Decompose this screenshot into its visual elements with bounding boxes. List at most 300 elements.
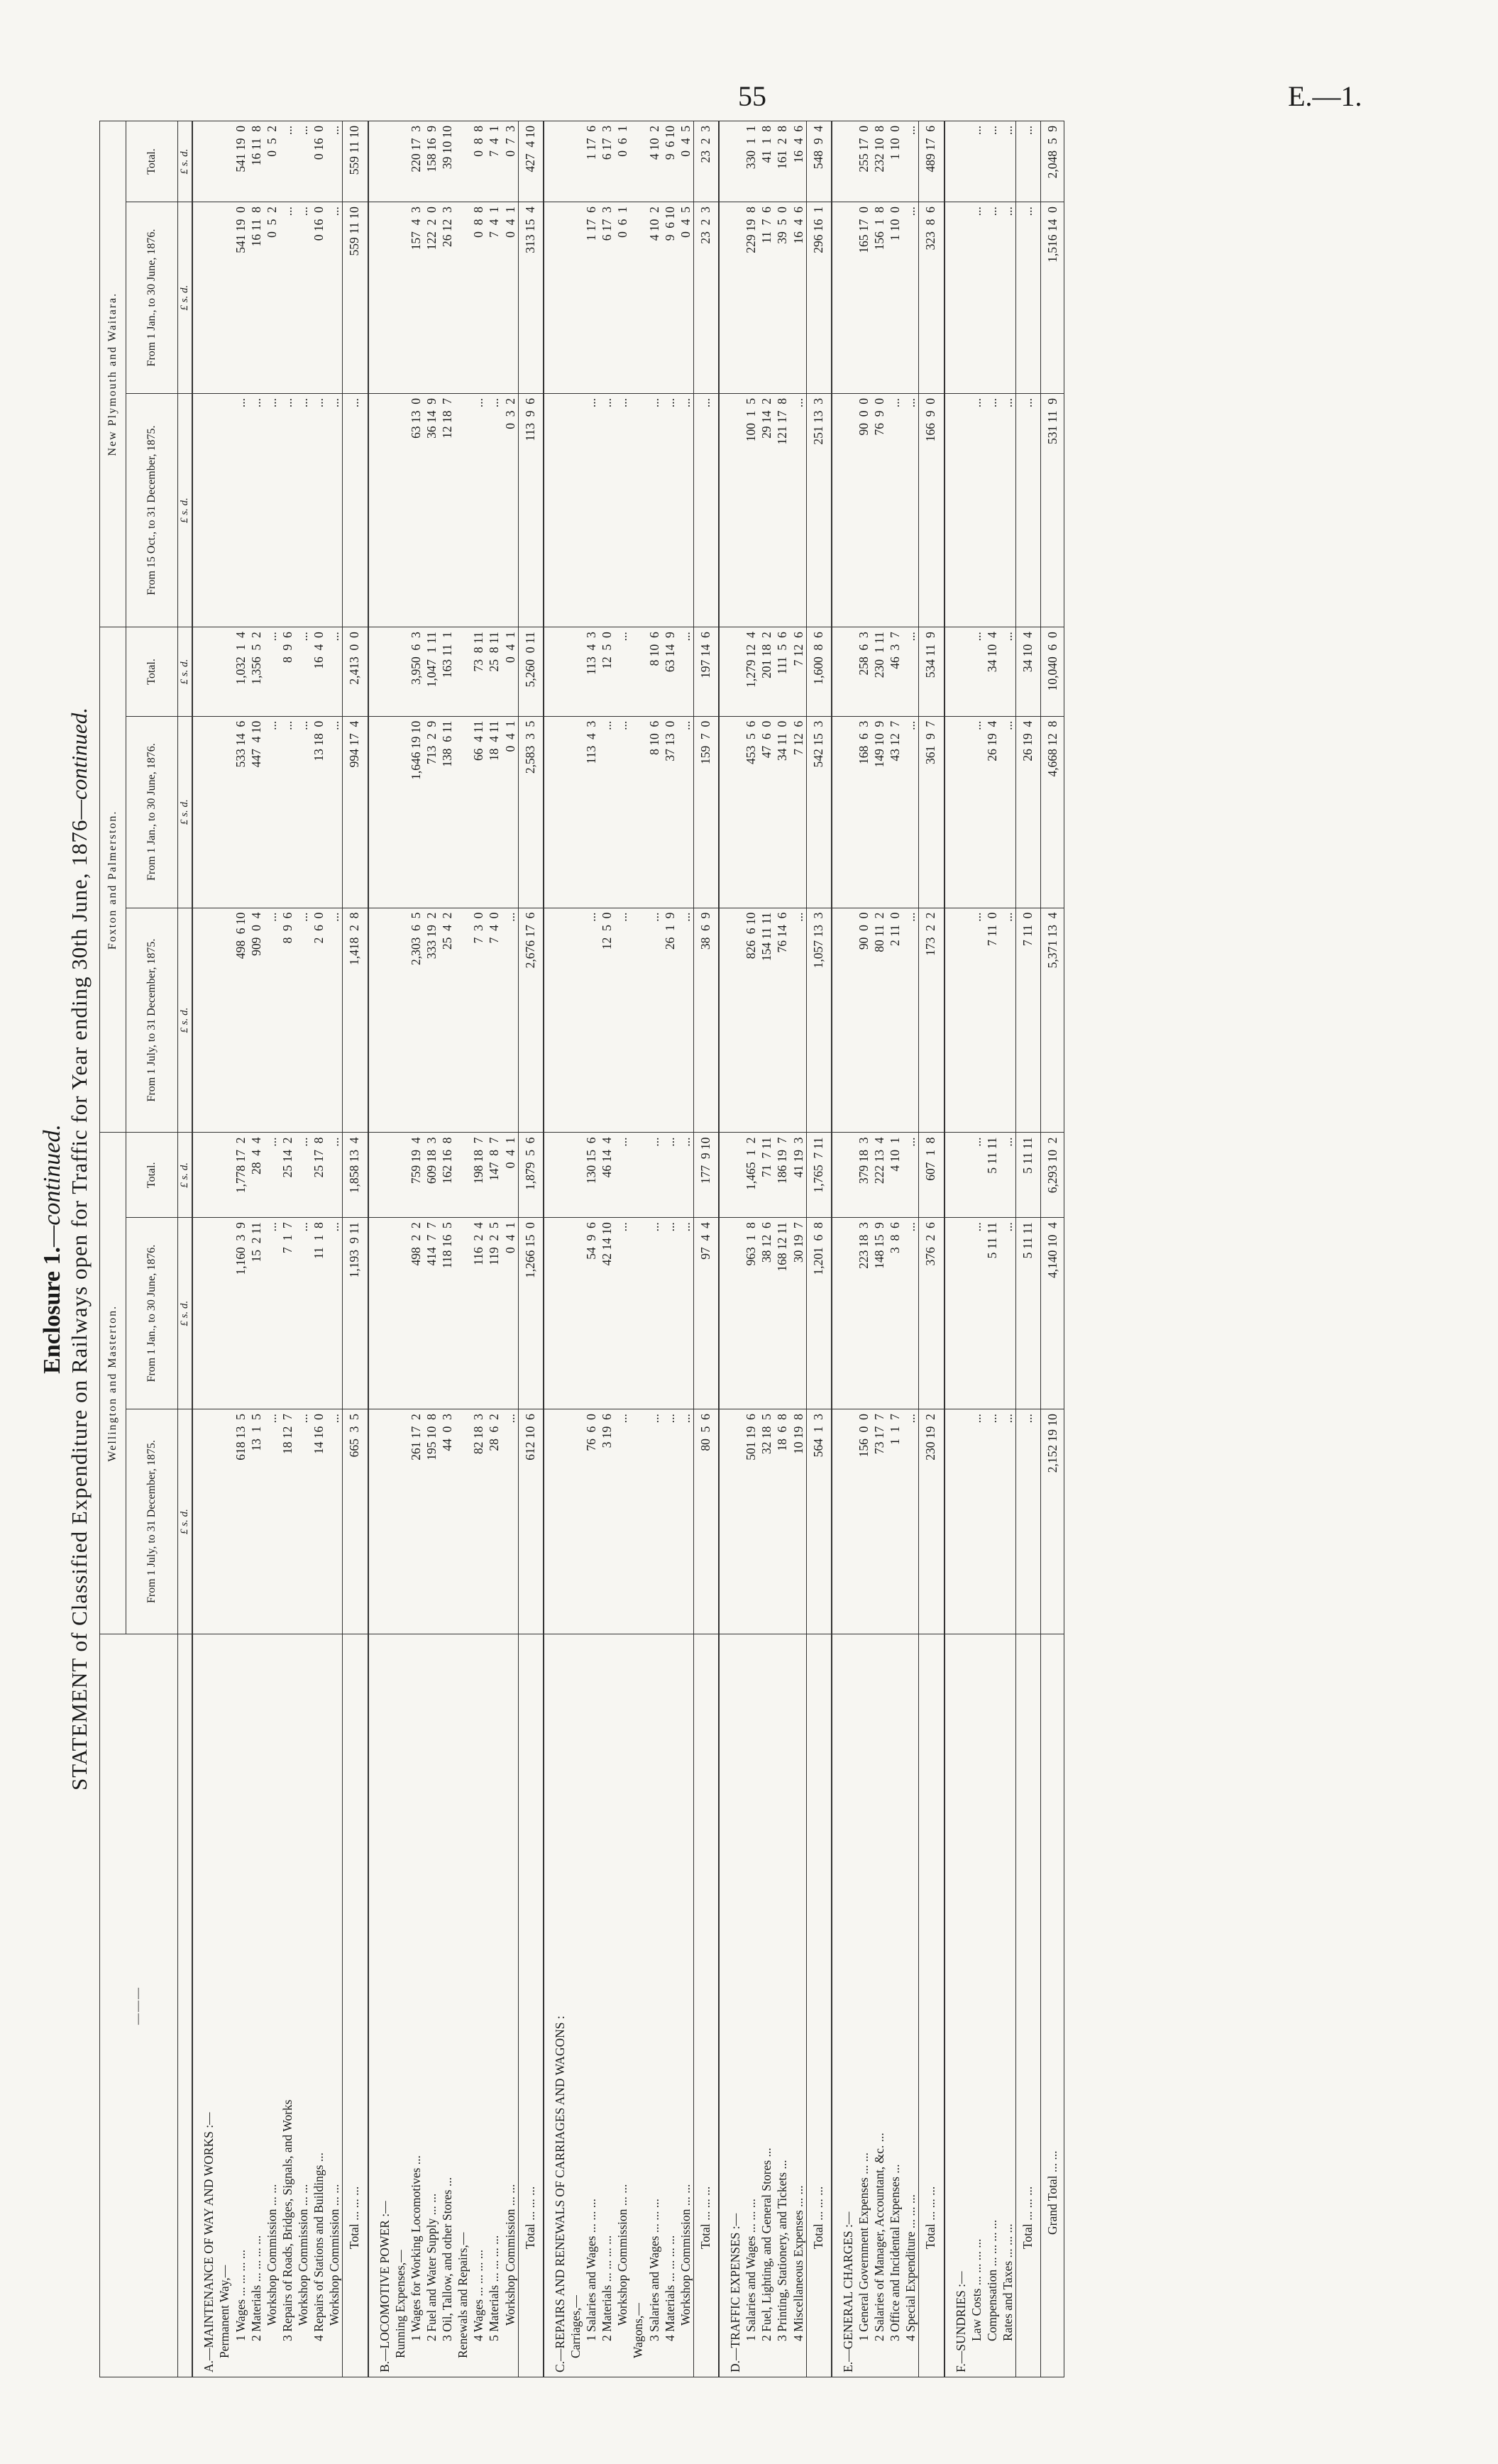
amount-cell: 32 18 5 <box>759 1409 774 1634</box>
amount-cell: 541 19 0 <box>233 121 248 202</box>
total-row <box>919 121 944 2377</box>
amount-cell: ... <box>295 908 311 1133</box>
amount-cell: 29 14 2 <box>759 393 774 627</box>
amount-cell <box>944 393 969 627</box>
amount-cell <box>719 908 743 1133</box>
amount-cell <box>568 1133 583 1218</box>
amount-cell <box>568 627 583 716</box>
amount-cell: ... <box>326 627 343 716</box>
amount-cell: 38 6 9 <box>693 908 719 1133</box>
section-row <box>192 121 216 2377</box>
amount-cell: ... <box>678 1133 694 1218</box>
amount-cell: 116 2 4 <box>470 1218 486 1409</box>
amount-cell: 447 4 10 <box>248 716 264 908</box>
amount-cell: 1,193 9 11 <box>343 1218 368 1409</box>
amount-cell: 0 4 1 <box>502 627 519 716</box>
amount-cell: 255 17 0 <box>856 121 871 202</box>
amount-cell: ... <box>791 908 807 1133</box>
amount-cell: 1,057 13 3 <box>806 908 832 1133</box>
amount-cell: 113 4 3 <box>583 716 599 908</box>
row-label: Grand Total ... ... <box>1041 1634 1064 2377</box>
amount-cell: ... <box>1016 202 1041 394</box>
amount-cell: ... <box>662 1409 678 1634</box>
amount-cell <box>719 202 743 394</box>
row-label: Total ... ... ... <box>693 1634 719 2377</box>
amount-cell: 66 4 11 <box>470 716 486 908</box>
amount-cell: 168 6 3 <box>856 716 871 908</box>
amount-cell <box>216 393 232 627</box>
amount-cell: ... <box>984 202 1000 394</box>
amount-cell: ... <box>280 202 295 394</box>
amount-cell: ... <box>264 908 280 1133</box>
table-row <box>408 121 424 2377</box>
amount-cell: 156 0 0 <box>856 1409 871 1634</box>
amount-cell: 7 3 0 <box>470 908 486 1133</box>
amount-cell <box>544 1218 568 1409</box>
amount-cell <box>216 1218 232 1409</box>
table-row <box>216 121 232 2377</box>
amount-cell: ... <box>583 908 599 1133</box>
amount-cell: 4,140 10 4 <box>1041 1218 1064 1409</box>
amount-cell: 330 1 1 <box>743 121 759 202</box>
amount-cell: ... <box>486 393 502 627</box>
unit-label: £ s. d. <box>178 1409 193 1634</box>
amount-cell <box>544 1133 568 1218</box>
amount-cell: 39 5 0 <box>774 202 790 394</box>
amount-cell: ... <box>969 121 984 202</box>
amount-cell: 28 6 2 <box>486 1409 502 1634</box>
amount-cell <box>630 1409 646 1634</box>
row-label: Law Costs ... ... ... ... <box>969 1634 984 2377</box>
amount-cell: 232 10 8 <box>871 121 887 202</box>
amount-cell <box>832 627 856 716</box>
amount-cell: ... <box>1000 627 1016 716</box>
amount-cell: 498 6 10 <box>233 908 248 1133</box>
table-row <box>439 121 455 2377</box>
amount-cell: ... <box>1000 1133 1016 1218</box>
row-label: Compensation ... ... ... ... <box>984 1634 1000 2377</box>
amount-cell <box>719 716 743 908</box>
amount-cell: 0 4 1 <box>502 1133 519 1218</box>
amount-cell <box>544 908 568 1133</box>
amount-cell: 13 18 0 <box>311 716 326 908</box>
amount-cell: 12 5 0 <box>599 908 615 1133</box>
amount-cell: 25 17 8 <box>311 1133 326 1218</box>
amount-cell <box>192 716 216 908</box>
amount-cell: 34 11 0 <box>774 716 790 908</box>
amount-cell <box>719 1133 743 1218</box>
amount-cell: ... <box>280 121 295 202</box>
amount-cell: ... <box>326 393 343 627</box>
amount-cell: 23 2 3 <box>693 121 719 202</box>
table-row <box>455 121 470 2377</box>
amount-cell <box>192 1409 216 1634</box>
amount-cell: 28 4 4 <box>248 1133 264 1218</box>
amount-cell <box>832 393 856 627</box>
row-label: 4 Repairs of Stations and Buildings ... <box>311 1634 326 2377</box>
amount-cell <box>832 1133 856 1218</box>
column-header: From 1 Jan., to 30 June, 1876. <box>126 716 178 908</box>
amount-cell: 713 2 9 <box>424 716 439 908</box>
amount-cell: ... <box>502 908 519 1133</box>
amount-cell: 26 19 4 <box>984 716 1000 908</box>
amount-cell: 26 12 3 <box>439 202 455 394</box>
amount-cell: 7 11 0 <box>984 908 1000 1133</box>
amount-cell: 1,858 13 4 <box>343 1133 368 1218</box>
amount-cell: ... <box>280 393 295 627</box>
amount-cell: 501 19 6 <box>743 1409 759 1634</box>
amount-cell: 25 8 11 <box>486 627 502 716</box>
amount-cell: 16 4 6 <box>791 121 807 202</box>
amount-cell: ... <box>295 1218 311 1409</box>
amount-cell: ... <box>615 393 630 627</box>
amount-cell: 534 11 9 <box>919 627 944 716</box>
column-header: Total. <box>126 1133 178 1218</box>
statement-suffix: —continued. <box>67 708 92 820</box>
amount-cell: ... <box>295 627 311 716</box>
amount-cell: ... <box>969 908 984 1133</box>
amount-cell: ... <box>903 1218 919 1409</box>
amount-cell: 376 2 6 <box>919 1218 944 1409</box>
amount-cell <box>544 202 568 394</box>
amount-cell: 542 15 3 <box>806 716 832 908</box>
amount-cell: 162 16 8 <box>439 1133 455 1218</box>
amount-cell: ... <box>662 1133 678 1218</box>
amount-cell: 7 12 6 <box>791 627 807 716</box>
table-row <box>759 121 774 2377</box>
amount-cell: 201 18 2 <box>759 627 774 716</box>
amount-cell <box>944 908 969 1133</box>
amount-cell <box>630 627 646 716</box>
row-label: Renewals and Repairs,— <box>455 1634 470 2377</box>
amount-cell: 7 4 0 <box>486 908 502 1133</box>
amount-cell: 4 10 2 <box>646 202 662 394</box>
amount-cell: ... <box>969 627 984 716</box>
amount-cell: ... <box>678 1218 694 1409</box>
table-row <box>630 121 646 2377</box>
amount-cell: ... <box>662 393 678 627</box>
amount-cell: 0 7 3 <box>502 121 519 202</box>
amount-cell: 80 5 6 <box>693 1409 719 1634</box>
amount-cell: 1,418 2 8 <box>343 908 368 1133</box>
amount-cell: 30 19 7 <box>791 1218 807 1409</box>
amount-cell: ... <box>615 716 630 908</box>
row-label: E.—GENERAL CHARGES :— <box>832 1634 856 2377</box>
document-code: E.—1. <box>1288 80 1362 112</box>
group-header: Wellington and Masterton. <box>100 1133 126 1634</box>
amount-cell: 1,266 15 0 <box>518 1218 544 1409</box>
amount-cell <box>368 121 392 202</box>
table-row <box>311 121 326 2377</box>
amount-cell: ... <box>264 1218 280 1409</box>
table-row <box>295 121 311 2377</box>
amount-cell: 4,668 12 8 <box>1041 716 1064 908</box>
table-row <box>969 121 984 2377</box>
table-row <box>326 121 343 2377</box>
amount-cell: 97 4 4 <box>693 1218 719 1409</box>
amount-cell: 18 4 11 <box>486 716 502 908</box>
total-row <box>1016 121 1041 2377</box>
row-label: 2 Fuel and Water Supply ... ... <box>424 1634 439 2377</box>
amount-cell: ... <box>264 393 280 627</box>
amount-cell: ... <box>1016 121 1041 202</box>
amount-cell: ... <box>984 1409 1000 1634</box>
unit-label: £ s. d. <box>178 908 193 1133</box>
amount-cell: 13 1 5 <box>248 1409 264 1634</box>
amount-cell: ... <box>903 393 919 627</box>
amount-cell: 0 8 8 <box>470 121 486 202</box>
amount-cell: 9 6 10 <box>662 202 678 394</box>
amount-cell <box>392 1133 408 1218</box>
column-header: From 1 Jan., to 30 June, 1876. <box>126 1218 178 1409</box>
amount-cell <box>630 1133 646 1218</box>
amount-cell <box>568 1218 583 1409</box>
amount-cell: 1,765 7 11 <box>806 1133 832 1218</box>
section-row <box>944 121 969 2377</box>
amount-cell <box>832 908 856 1133</box>
amount-cell: 138 6 11 <box>439 716 455 908</box>
amount-cell: 148 15 9 <box>871 1218 887 1409</box>
amount-cell: 39 10 10 <box>439 121 455 202</box>
table-row <box>568 121 583 2377</box>
amount-cell: 3 8 6 <box>887 1218 903 1409</box>
amount-cell <box>630 202 646 394</box>
amount-cell: 118 16 5 <box>439 1218 455 1409</box>
amount-cell: 963 1 8 <box>743 1218 759 1409</box>
amount-cell: 26 19 4 <box>1016 716 1041 908</box>
amount-cell: 11 7 6 <box>759 202 774 394</box>
row-label: 1 Wages for Working Locomotives ... <box>408 1634 424 2377</box>
amount-cell: 2,152 19 10 <box>1041 1409 1064 1634</box>
unit-label: £ s. d. <box>178 716 193 908</box>
amount-cell <box>944 1409 969 1634</box>
row-label: 5 Materials ... ... ... ... <box>486 1634 502 2377</box>
amount-cell: 7 12 6 <box>791 716 807 908</box>
amount-cell: 6 17 3 <box>599 121 615 202</box>
amount-cell: 42 14 10 <box>599 1218 615 1409</box>
grand-total-row <box>1041 121 1064 2377</box>
amount-cell: ... <box>248 393 264 627</box>
column-header: From 1 Jan., to 30 June, 1876. <box>126 202 178 394</box>
amount-cell: 665 3 5 <box>343 1409 368 1634</box>
amount-cell: 1,516 14 0 <box>1041 202 1064 394</box>
amount-cell <box>630 121 646 202</box>
amount-cell: 46 3 7 <box>887 627 903 716</box>
row-label: Carriages,— <box>568 1634 583 2377</box>
amount-cell: 5 11 11 <box>1016 1133 1041 1218</box>
amount-cell: 379 18 3 <box>856 1133 871 1218</box>
amount-cell: ... <box>678 393 694 627</box>
amount-cell: 1,879 5 6 <box>518 1133 544 1218</box>
amount-cell: 759 19 4 <box>408 1133 424 1218</box>
amount-cell: 333 19 2 <box>424 908 439 1133</box>
amount-cell: 2,676 17 6 <box>518 908 544 1133</box>
row-label: Workshop Commission ... ... <box>678 1634 694 2377</box>
amount-cell: ... <box>969 1218 984 1409</box>
amount-cell: 1 17 6 <box>583 202 599 394</box>
amount-cell: 198 18 7 <box>470 1133 486 1218</box>
amount-cell: 427 4 10 <box>518 121 544 202</box>
amount-cell: 7 4 1 <box>486 202 502 394</box>
row-label: 4 Special Expenditure ... ... ... <box>903 1634 919 2377</box>
amount-cell <box>455 121 470 202</box>
section-row <box>544 121 568 2377</box>
table-row <box>646 121 662 2377</box>
amount-cell: ... <box>583 393 599 627</box>
amount-cell: ... <box>969 1133 984 1218</box>
amount-cell: ... <box>1000 1409 1016 1634</box>
amount-cell: 5 11 11 <box>984 1218 1000 1409</box>
row-label: 2 Materials ... ... ... ... <box>599 1634 615 2377</box>
amount-cell: 3 19 6 <box>599 1409 615 1634</box>
amount-cell: 16 4 6 <box>791 202 807 394</box>
amount-cell <box>944 1133 969 1218</box>
amount-cell: 76 6 0 <box>583 1409 599 1634</box>
amount-cell <box>392 716 408 908</box>
amount-cell: ... <box>678 1409 694 1634</box>
amount-cell: 1,356 5 2 <box>248 627 264 716</box>
amount-cell: 82 18 3 <box>470 1409 486 1634</box>
amount-cell <box>568 393 583 627</box>
section-row <box>832 121 856 2377</box>
amount-cell: 261 17 2 <box>408 1409 424 1634</box>
amount-cell: 1 1 7 <box>887 1409 903 1634</box>
row-label: C.—REPAIRS AND RENEWALS OF CARRIAGES AND WAGONS : <box>544 1634 568 2377</box>
amount-cell: 5 11 11 <box>984 1133 1000 1218</box>
amount-cell <box>455 1409 470 1634</box>
amount-cell <box>832 1409 856 1634</box>
amount-cell <box>630 393 646 627</box>
amount-cell: 16 11 8 <box>248 202 264 394</box>
amount-cell: 1 10 0 <box>887 121 903 202</box>
amount-cell: 548 9 4 <box>806 121 832 202</box>
amount-cell: 559 11 10 <box>343 202 368 394</box>
amount-cell: 1 10 0 <box>887 202 903 394</box>
amount-cell <box>544 716 568 908</box>
table-row <box>662 121 678 2377</box>
row-label: 3 Salaries and Wages ... ... ... <box>646 1634 662 2377</box>
amount-cell: 161 2 8 <box>774 121 790 202</box>
amount-cell: ... <box>646 1133 662 1218</box>
statement-title <box>67 121 92 2377</box>
amount-cell: ... <box>646 1409 662 1634</box>
table-row <box>502 121 519 2377</box>
section-row <box>368 121 392 2377</box>
amount-cell <box>192 202 216 394</box>
amount-cell: 1 17 6 <box>583 121 599 202</box>
amount-cell: 76 14 6 <box>774 908 790 1133</box>
amount-cell: 166 9 0 <box>919 393 944 627</box>
amount-cell: 909 0 4 <box>248 908 264 1133</box>
amount-cell: ... <box>295 1409 311 1634</box>
amount-cell: 80 11 2 <box>871 908 887 1133</box>
amount-cell: ... <box>678 716 694 908</box>
amount-cell: 2,048 5 9 <box>1041 121 1064 202</box>
amount-cell: 1,600 8 6 <box>806 627 832 716</box>
row-label: 2 Fuel, Lighting, and General Stores ... <box>759 1634 774 2377</box>
amount-cell: 0 6 1 <box>615 202 630 394</box>
amount-cell <box>368 393 392 627</box>
row-label: Permanent Way,— <box>216 1634 232 2377</box>
amount-cell <box>630 1218 646 1409</box>
amount-cell: 113 4 3 <box>583 627 599 716</box>
amount-cell: 9 6 10 <box>662 121 678 202</box>
amount-cell: 612 10 6 <box>518 1409 544 1634</box>
amount-cell: 122 2 0 <box>424 202 439 394</box>
amount-cell: 71 7 11 <box>759 1133 774 1218</box>
amount-cell: ... <box>295 121 311 202</box>
amount-cell <box>944 1218 969 1409</box>
unit-label: £ s. d. <box>178 627 193 716</box>
table-row <box>424 121 439 2377</box>
amount-cell: 564 1 3 <box>806 1409 832 1634</box>
amount-cell: ... <box>295 202 311 394</box>
amount-cell <box>192 393 216 627</box>
amount-cell <box>192 121 216 202</box>
amount-cell: 1,160 3 9 <box>233 1218 248 1409</box>
amount-cell <box>192 627 216 716</box>
amount-cell <box>832 716 856 908</box>
amount-cell: 154 11 11 <box>759 908 774 1133</box>
amount-cell: 2,413 0 0 <box>343 627 368 716</box>
amount-cell <box>630 908 646 1133</box>
amount-cell: 541 19 0 <box>233 202 248 394</box>
amount-cell <box>368 202 392 394</box>
row-label: Workshop Commission ... ... <box>326 1634 343 2377</box>
amount-cell: 186 19 7 <box>774 1133 790 1218</box>
amount-cell <box>455 1133 470 1218</box>
amount-cell: 223 18 3 <box>856 1218 871 1409</box>
amount-cell: ... <box>678 908 694 1133</box>
amount-cell <box>216 908 232 1133</box>
amount-cell: 23 2 3 <box>693 202 719 394</box>
row-label: Workshop Commission ... ... <box>502 1634 519 2377</box>
amount-cell: 4 10 2 <box>646 121 662 202</box>
amount-cell: 0 6 1 <box>615 121 630 202</box>
amount-cell: ... <box>502 1409 519 1634</box>
amount-cell <box>544 121 568 202</box>
amount-cell: 2 11 0 <box>887 908 903 1133</box>
amount-cell: ... <box>678 627 694 716</box>
amount-cell <box>216 716 232 908</box>
amount-cell: 1,047 1 11 <box>424 627 439 716</box>
amount-cell: ... <box>615 1409 630 1634</box>
amount-cell: ... <box>343 393 368 627</box>
amount-cell <box>216 121 232 202</box>
row-label: 3 Printing, Stationery, and Tickets ... <box>774 1634 790 2377</box>
amount-cell: 119 2 5 <box>486 1218 502 1409</box>
amount-cell: ... <box>1000 1218 1016 1409</box>
blank-head-cell: ——— <box>100 1634 178 2377</box>
amount-cell: 313 15 4 <box>518 202 544 394</box>
amount-cell: ... <box>264 716 280 908</box>
amount-cell: ... <box>264 1133 280 1218</box>
amount-cell <box>368 716 392 908</box>
amount-cell: ... <box>1000 716 1016 908</box>
rotated-statement <box>39 121 1441 2377</box>
amount-cell: 0 5 2 <box>264 202 280 394</box>
amount-cell: ... <box>615 1218 630 1409</box>
amount-cell: 2,583 3 5 <box>518 716 544 908</box>
amount-cell: 5,371 13 4 <box>1041 908 1064 1133</box>
row-label: 1 Salaries and Wages ... ... ... <box>583 1634 599 2377</box>
amount-cell: 531 11 9 <box>1041 393 1064 627</box>
amount-cell: ... <box>969 716 984 908</box>
amount-cell: 0 8 8 <box>470 202 486 394</box>
amount-cell: 41 19 3 <box>791 1133 807 1218</box>
amount-cell: ... <box>903 908 919 1133</box>
amount-cell: 100 1 5 <box>743 393 759 627</box>
